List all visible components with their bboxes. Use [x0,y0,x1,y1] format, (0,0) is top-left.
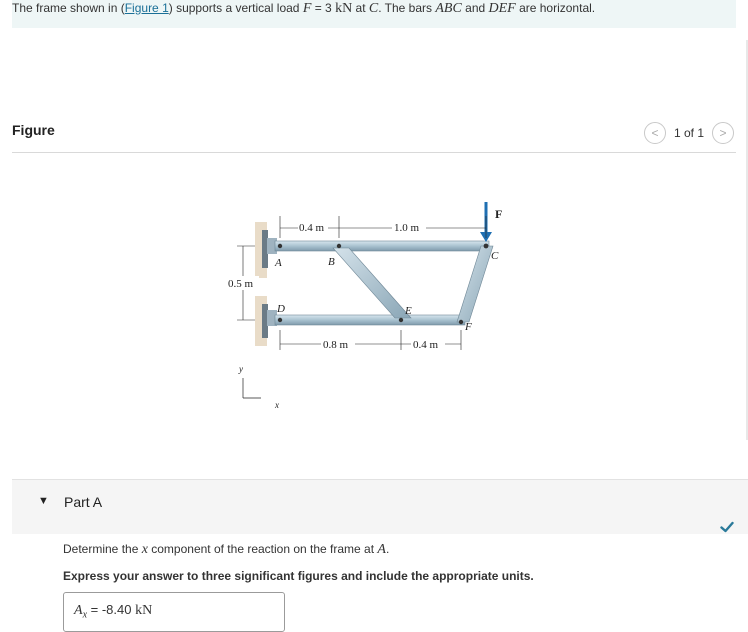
label-B: B [328,256,335,268]
figure-title: Figure [12,122,55,138]
caret-down-icon[interactable]: ▼ [38,495,49,507]
statement-text: ) supports a vertical load [168,1,303,15]
pager-count: 1 of 1 [673,126,704,140]
frame-figure [225,198,520,416]
checkmark-icon [720,521,734,533]
statement-text: and [461,1,489,15]
problem-statement [12,0,736,28]
pin-D [278,318,282,322]
member-BE [333,248,411,318]
wall-support-A [255,222,277,278]
dim-label-top-left: 0.4 m [299,222,325,234]
statement-text: = 3 [311,1,336,15]
question-fragment: Determine the [63,542,142,556]
answer-unit: kN [135,603,153,618]
answer-subscript: x [82,609,88,621]
member-CF [457,246,493,322]
dim-label-vertical: 0.5 m [228,278,254,290]
point-symbol: C [368,1,379,16]
pin-B [337,244,341,248]
question-fragment: . [385,542,390,556]
bar-symbol: ABC [435,1,462,16]
question-fragment: component of the reaction on the frame at [147,542,378,556]
next-figure-button[interactable] [712,122,734,144]
chevron-left-icon: < [651,126,659,140]
wall-support-D [255,296,277,346]
bar-DEF [275,315,465,325]
prev-figure-button[interactable] [644,122,666,144]
label-F-load: F [495,207,503,221]
axis-x-label: x [275,400,279,410]
statement-text: at [352,1,369,15]
pin-F [459,320,463,324]
load-unit: kN [335,1,353,16]
statement-text: The frame shown in ( [12,1,125,15]
statement-text: are horizontal. [515,1,596,15]
statement-text: . The bars [378,1,436,15]
answer-value: -8.40 [101,602,132,617]
bar-symbol: DEF [488,1,516,16]
answer-symbol: A [74,603,83,618]
answer-field[interactable] [63,592,285,632]
dim-label-bottom-right: 0.4 m [413,339,439,351]
part-label: Part A [64,494,103,510]
load-symbol: F [302,1,312,16]
pin-E [399,318,403,322]
figure-divider [12,152,736,153]
label-D: D [277,303,285,315]
axis-y-label: y [239,364,243,374]
question-text [63,542,389,558]
frame-diagram [225,198,520,416]
dim-label-bottom-left: 0.8 m [323,339,349,351]
label-F-point: F [465,321,472,333]
dim-label-top-right: 1.0 m [394,222,420,234]
figure-pager [644,122,734,144]
part-a-header[interactable] [12,479,748,534]
label-E: E [405,305,412,317]
figure-link[interactable]: Figure 1 [124,1,169,15]
pin-A [278,244,282,248]
pin-C [484,244,489,249]
question-variable: x [141,542,148,557]
question-point: A [377,542,386,557]
chevron-right-icon: > [719,126,727,140]
bar-ABC [275,241,489,251]
instruction-text: Express your answer to three significant figures and include the appropriate units. [63,569,534,583]
axis-triad [243,378,261,398]
label-C: C [491,250,499,262]
label-A: A [275,257,282,269]
answer-equals: = [87,602,102,617]
